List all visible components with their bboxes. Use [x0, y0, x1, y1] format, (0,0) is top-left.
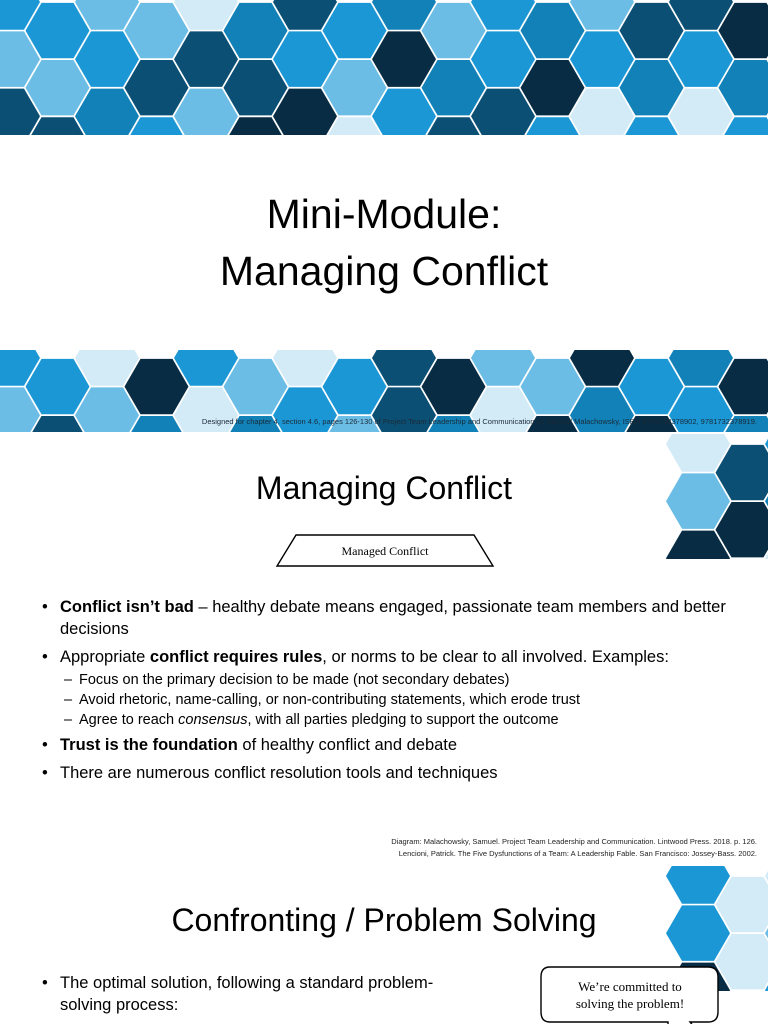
bullet-resolution-tools [42, 762, 732, 784]
hexagon-tile [471, 31, 535, 87]
hexagon-tile [422, 60, 486, 115]
title-slide [0, 0, 768, 432]
content-slide-managing-conflict [0, 434, 768, 864]
sub-bullet-prefix: Agree to reach [79, 712, 179, 728]
diagram-credit [391, 836, 757, 860]
hexagon-tile [570, 31, 634, 87]
content-slide-confronting [0, 866, 768, 1024]
bullet-prefix: Appropriate [60, 648, 150, 666]
hexagon-pattern-top [0, 0, 768, 135]
title-line-1: Mini-Module: [266, 191, 502, 237]
hexagon-tile [422, 3, 486, 58]
hexagon-tile [422, 359, 486, 414]
credit-line-1: Diagram: Malachowsky, Samuel. Project Team Leadership and Communication. Lintwood Press. 2018. p. 126. [391, 837, 757, 846]
sub-bullet-text: , with all parties pledging to support the outcome [247, 712, 559, 728]
bullet-bold: Conflict isn’t bad [60, 598, 194, 616]
speech-bubble [540, 966, 720, 1024]
slide-title [0, 186, 768, 300]
hexagon-tile [323, 359, 387, 414]
dash-marker: – [64, 692, 73, 708]
hexagon-tile [174, 31, 238, 87]
hexagon-tile [125, 359, 189, 414]
credit-line-2: Lencioni, Patrick. The Five Dysfunctions of a Team: A Leadership Fable. San Francisco: Jossey-Bass. 2002. [398, 849, 757, 858]
bullet-list [42, 596, 732, 790]
hexagon-tile [224, 359, 288, 414]
hexagon-tile [620, 359, 684, 414]
slide-heading: Managing Conflict [255, 470, 513, 506]
bullet-conflict-requires-rules [42, 646, 732, 668]
hexagon-tile [125, 3, 189, 58]
dash-marker: – [64, 712, 73, 728]
dash-marker: – [64, 672, 73, 688]
hexagon-tile [620, 3, 684, 58]
hexagon-tile [323, 3, 387, 58]
bullet-text: The optimal solution, following a standard problem-solving process: [60, 974, 434, 1014]
bubble-line-1: We’re committed to [578, 979, 682, 994]
hexagon-tile [521, 3, 585, 58]
hexagon-tile [26, 60, 90, 115]
hexagon-tile [273, 31, 337, 87]
hexagon-tile [75, 31, 139, 87]
sub-bullet [42, 670, 732, 690]
bullet-bold: Trust is the foundation [60, 736, 238, 754]
bullet-text: – healthy debate means engaged, passionate team members and better decisions [60, 598, 726, 638]
sub-bullet-text: Avoid rhetoric, name-calling, or non-contributing statements, which erode trust [79, 692, 581, 708]
source-credit: Designed for chapter 4, section 4.6, pages 126-130 of Project Team Leadership and Communication by Samuel Malachowsky, ISBN 9781732378902, 9781732378919. [201, 417, 757, 426]
bullet-conflict-isnt-bad [42, 596, 732, 640]
managed-conflict-diagram [274, 534, 496, 568]
hexagon-tile [372, 31, 436, 87]
bullet-text: There are numerous conflict resolution tools and techniques [60, 764, 498, 782]
hexagon-tile [26, 359, 90, 414]
sub-bullet-text: Focus on the primary decision to be made (not secondary debates) [79, 672, 510, 688]
bullet-bold: conflict requires rules [149, 648, 323, 666]
bullet-text: of healthy conflict and debate [237, 736, 458, 754]
slide-heading: Confronting / Problem Solving [171, 902, 597, 938]
hexagon-tile [620, 60, 684, 115]
hexagon-tile [224, 3, 288, 58]
speech-bubble-text [540, 978, 720, 1012]
hexagon-tile [521, 359, 585, 414]
hexagon-tile [669, 31, 733, 87]
hexagon-tile [26, 3, 90, 58]
title-line-2: Managing Conflict [219, 248, 549, 294]
bullet-optimal-solution [42, 972, 472, 1016]
hexagon-tile [224, 60, 288, 115]
bullet-text: , or norms to be clear to all involved. Examples: [322, 648, 669, 666]
diagram-label: Managed Conflict [341, 544, 429, 558]
sub-bullet-italic: consensus [178, 712, 248, 728]
hexagon-tile [323, 60, 387, 115]
sub-bullet [42, 690, 732, 710]
hexagon-tile [125, 60, 189, 115]
bullet-list [42, 972, 472, 1022]
hexagon-tile [521, 60, 585, 115]
sub-bullet [42, 710, 732, 730]
bullet-trust-foundation [42, 734, 732, 756]
bubble-line-2: solving the problem! [575, 996, 685, 1011]
